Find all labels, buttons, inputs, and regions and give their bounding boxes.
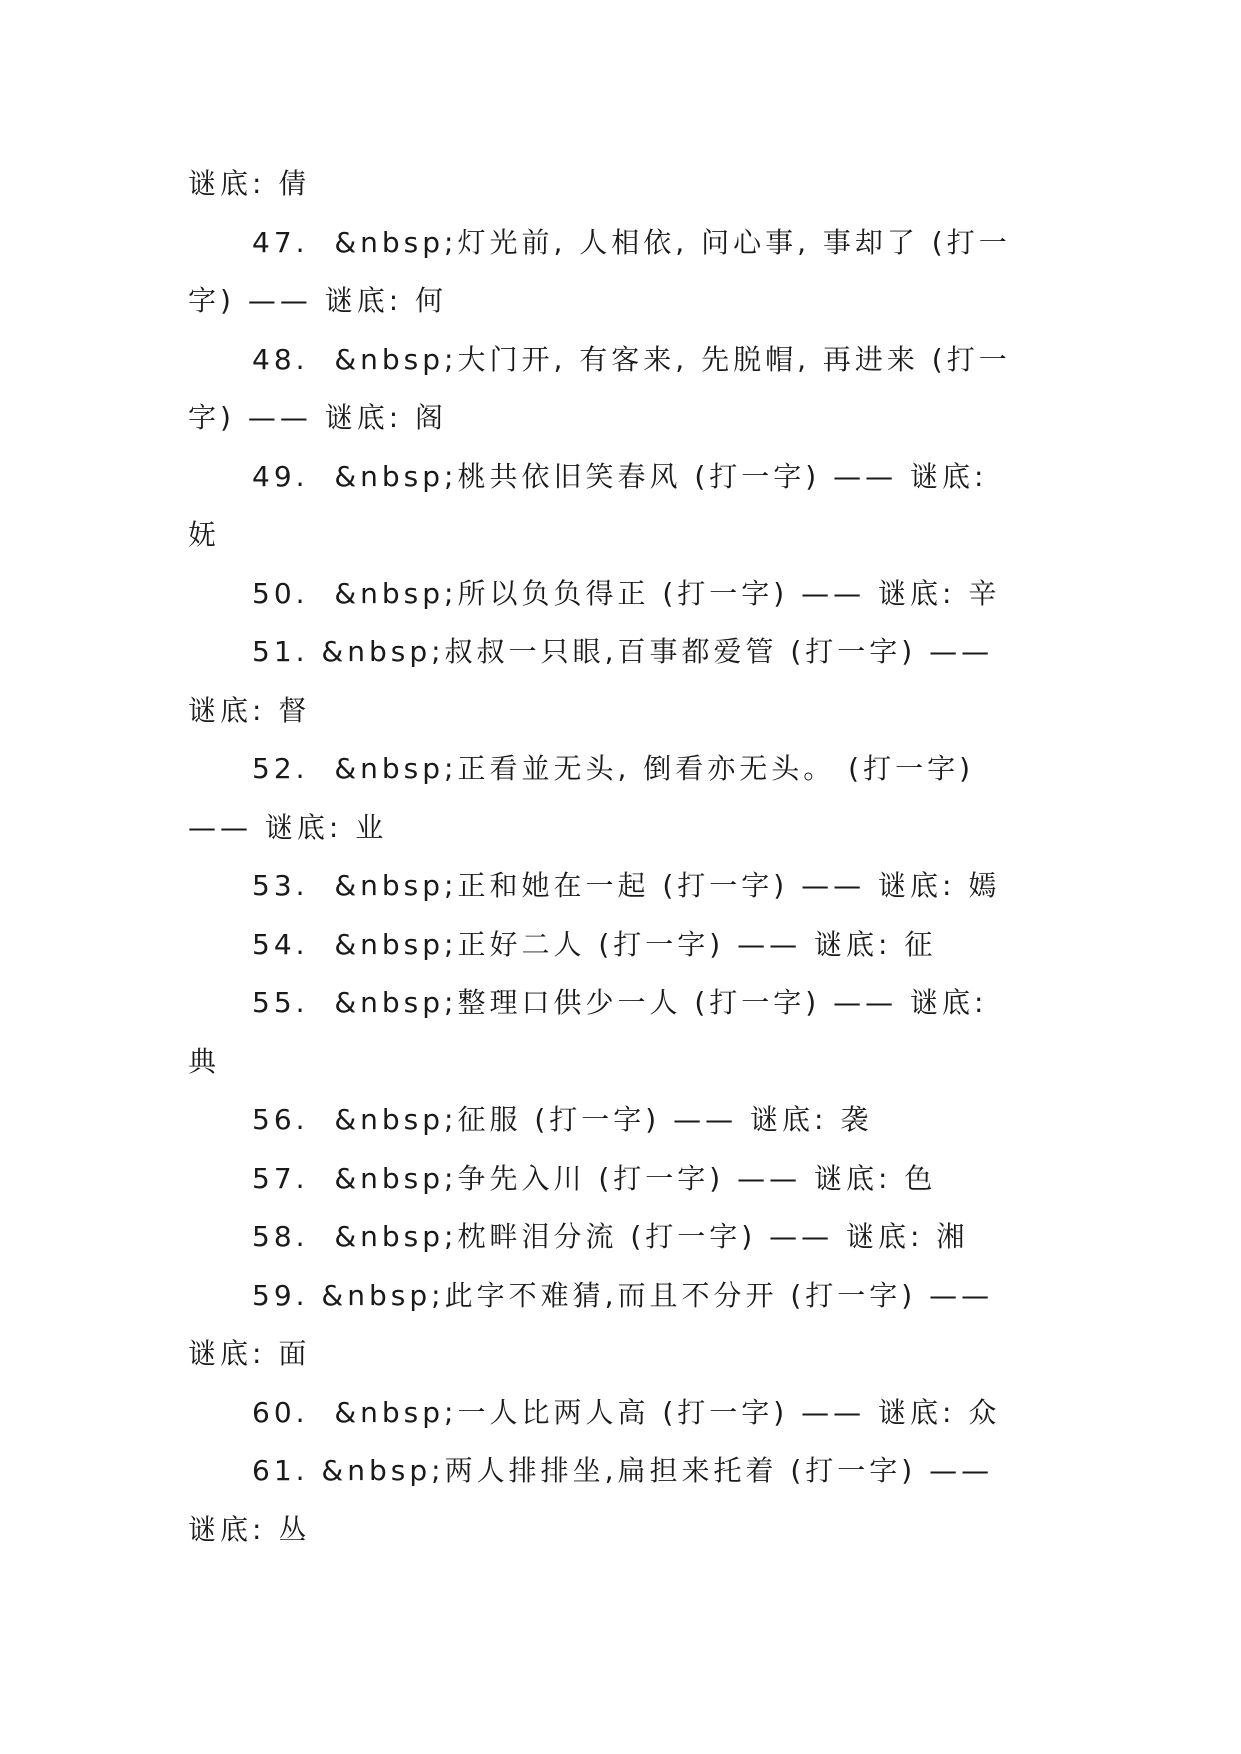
riddle-line: 54. &nbsp;正好二人 (打一字) —— 谜底: 征 bbox=[252, 927, 937, 961]
answer-line: 谜底: 督 bbox=[188, 693, 311, 727]
answer-line: 字) —— 谜底: 何 bbox=[188, 284, 448, 317]
riddle-line: 49. &nbsp;桃共依旧笑春风 (打一字) —— 谜底: bbox=[252, 459, 988, 493]
riddle-line: 55. &nbsp;整理口供少一人 (打一字) —— 谜底: bbox=[252, 986, 988, 1019]
riddle-line: 53. &nbsp;正和她在一起 (打一字) —— 谜底: 嫣 bbox=[252, 869, 1001, 902]
answer-line: 字) —— 谜底: 阁 bbox=[188, 401, 448, 434]
answer-line: 谜底: 面 bbox=[188, 1337, 311, 1370]
riddle-line: 51. &nbsp;叔叔一只眼,百事都爱管 (打一字) —— bbox=[252, 635, 994, 668]
riddle-list bbox=[188, 155, 1048, 1559]
answer-line: 妩 bbox=[188, 518, 221, 551]
answer-line: 谜底: 丛 bbox=[188, 1512, 311, 1546]
riddle-line: 47. &nbsp;灯光前, 人相依, 问心事, 事却了 (打一 bbox=[252, 225, 1011, 259]
answer-line: 谜底: 倩 bbox=[188, 167, 311, 200]
riddle-line: 50. &nbsp;所以负负得正 (打一字) —— 谜底: 辛 bbox=[252, 576, 1001, 610]
riddle-line: 59. &nbsp;此字不难猜,而且不分开 (打一字) —— bbox=[252, 1278, 994, 1312]
riddle-line: 60. &nbsp;一人比两人高 (打一字) —— 谜底: 众 bbox=[252, 1395, 1001, 1429]
answer-line: 典 bbox=[188, 1044, 221, 1078]
riddle-line: 58. &nbsp;枕畔泪分流 (打一字) —— 谜底: 湘 bbox=[252, 1220, 969, 1253]
riddle-line: 61. &nbsp;两人排排坐,扁担来托着 (打一字) —— bbox=[252, 1454, 994, 1487]
riddle-line: 48. &nbsp;大门开, 有客来, 先脱帽, 再进来 (打一 bbox=[252, 342, 1011, 376]
riddle-line: 56. &nbsp;征服 (打一字) —— 谜底: 袭 bbox=[252, 1103, 873, 1136]
answer-line: —— 谜底: 业 bbox=[188, 810, 388, 844]
riddle-line: 52. &nbsp;正看並无头, 倒看亦无头。 (打一字) bbox=[252, 752, 975, 785]
riddle-line: 57. &nbsp;争先入川 (打一字) —— 谜底: 色 bbox=[252, 1161, 937, 1195]
